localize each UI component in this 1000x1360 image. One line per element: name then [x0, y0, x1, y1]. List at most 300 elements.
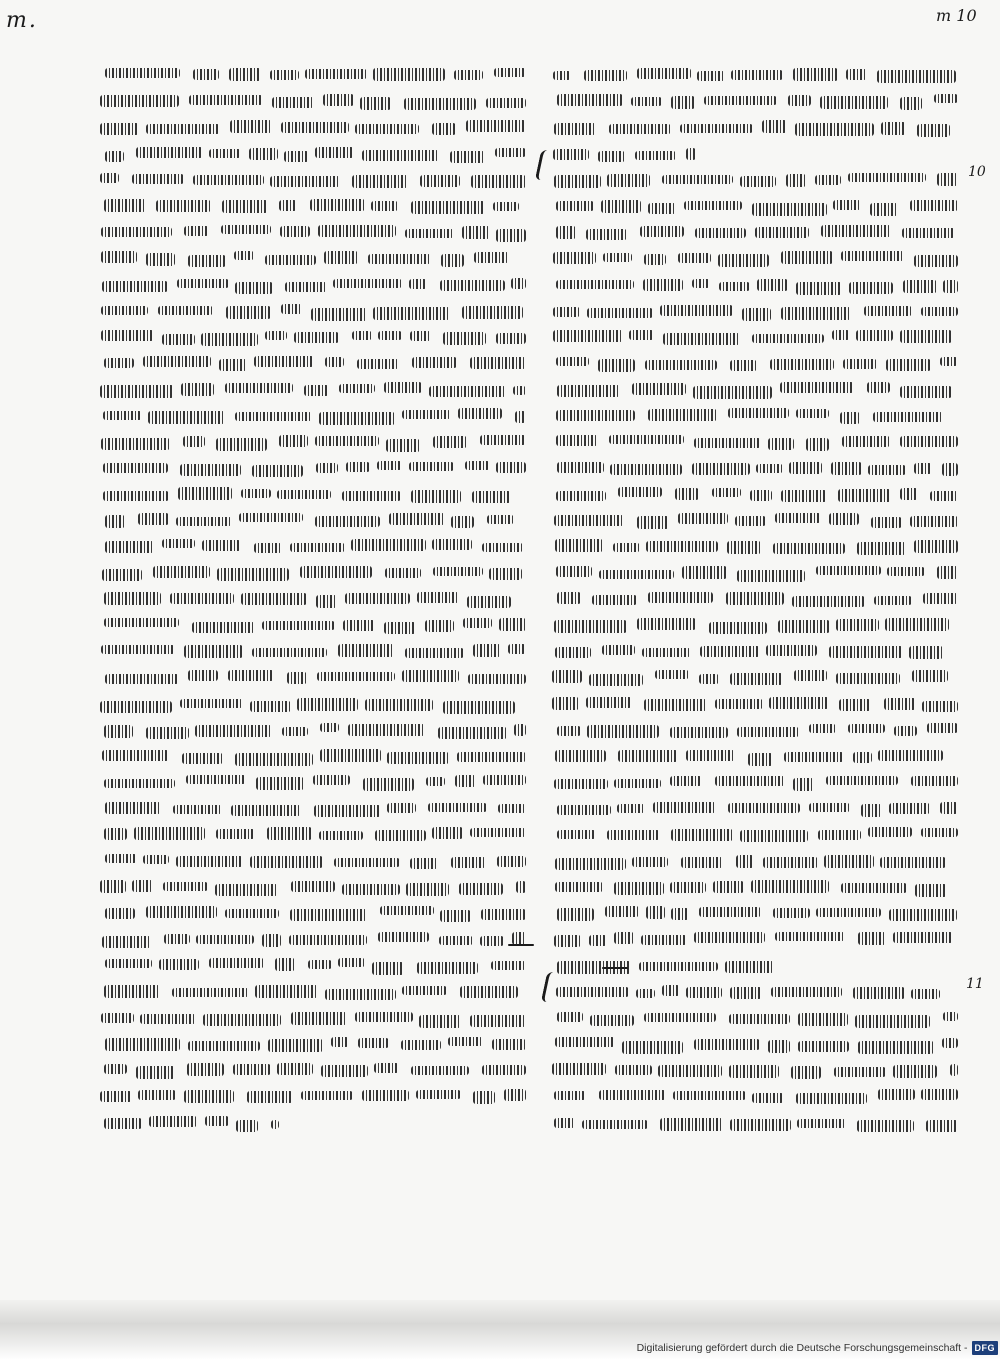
script-word — [781, 307, 851, 320]
script-word — [262, 934, 281, 947]
script-word — [915, 884, 947, 897]
script-word — [448, 1037, 483, 1046]
script-word — [188, 1041, 260, 1051]
script-word — [457, 752, 526, 762]
script-word — [472, 491, 511, 503]
script-word — [202, 540, 241, 551]
script-word — [554, 620, 627, 633]
script-word — [508, 644, 526, 654]
script-word — [101, 306, 148, 315]
script-word — [728, 408, 789, 418]
script-word — [748, 753, 773, 766]
script-word — [183, 436, 205, 447]
script-word — [921, 828, 958, 837]
script-word — [164, 934, 190, 944]
script-word — [216, 829, 255, 839]
script-word — [315, 516, 380, 527]
script-word — [497, 856, 526, 867]
script-word — [699, 674, 719, 684]
script-word — [401, 1040, 441, 1050]
script-word — [184, 1090, 234, 1103]
script-line — [100, 717, 530, 743]
script-word — [342, 884, 400, 895]
script-word — [770, 359, 834, 370]
script-word — [557, 1012, 583, 1022]
script-word — [715, 699, 763, 709]
script-word — [778, 620, 830, 633]
script-word — [921, 1089, 958, 1100]
script-word — [815, 175, 841, 185]
script-word — [134, 827, 205, 840]
script-word — [310, 199, 365, 211]
script-word — [250, 856, 323, 868]
script-word — [380, 906, 434, 915]
script-word — [617, 804, 645, 813]
script-word — [250, 701, 291, 712]
script-word — [601, 200, 641, 213]
script-word — [846, 69, 867, 80]
script-word — [100, 173, 119, 183]
script-word — [686, 750, 735, 761]
script-word — [555, 647, 591, 658]
script-word — [902, 228, 955, 238]
script-word — [105, 1038, 180, 1051]
script-word — [101, 645, 175, 654]
script-line — [100, 455, 530, 481]
script-word — [791, 1066, 821, 1079]
script-word — [894, 726, 917, 736]
script-word — [794, 670, 827, 681]
script-word — [637, 516, 669, 529]
script-word — [806, 438, 829, 451]
script-word — [143, 356, 211, 367]
script-line — [552, 848, 962, 874]
script-word — [291, 1012, 347, 1025]
script-word — [378, 932, 429, 942]
script-word — [554, 935, 581, 947]
script-word — [725, 961, 774, 973]
script-word — [153, 566, 210, 578]
script-word — [483, 775, 526, 785]
script-word — [316, 463, 338, 473]
script-word — [178, 487, 232, 500]
script-word — [104, 779, 175, 788]
script-line — [100, 272, 530, 298]
script-word — [291, 881, 335, 892]
script-line — [552, 402, 962, 428]
script-word — [681, 857, 723, 868]
script-word — [557, 805, 611, 815]
script-line — [100, 743, 530, 769]
script-word — [230, 120, 272, 133]
script-word — [678, 513, 728, 524]
script-word — [729, 1014, 790, 1024]
script-word — [132, 880, 153, 892]
script-word — [554, 175, 601, 188]
script-line — [552, 167, 962, 193]
script-word — [136, 147, 203, 158]
script-word — [726, 592, 784, 605]
script-line — [100, 114, 530, 140]
script-word — [405, 648, 464, 658]
script-line — [100, 324, 530, 350]
script-word — [775, 932, 845, 941]
script-word — [557, 961, 631, 974]
script-word — [873, 412, 943, 422]
script-word — [648, 203, 676, 214]
script-word — [950, 1064, 958, 1076]
script-word — [737, 570, 805, 582]
script-line — [552, 874, 962, 900]
script-word — [671, 96, 695, 109]
script-word — [162, 334, 195, 345]
script-word — [658, 1065, 722, 1077]
script-word — [727, 541, 761, 554]
script-word — [513, 386, 526, 395]
script-word — [552, 697, 579, 710]
script-word — [940, 357, 958, 366]
script-word — [101, 438, 170, 450]
script-word — [678, 253, 711, 263]
script-word — [338, 958, 365, 967]
script-line — [552, 1110, 962, 1136]
script-word — [173, 805, 222, 814]
script-word — [255, 985, 318, 998]
script-word — [277, 490, 331, 499]
script-word — [557, 385, 620, 397]
script-word — [143, 855, 169, 864]
script-word — [105, 674, 179, 684]
script-word — [586, 229, 627, 240]
script-word — [675, 488, 699, 500]
script-word — [406, 883, 449, 896]
script-line — [100, 167, 530, 193]
script-word — [858, 1041, 934, 1054]
script-word — [287, 672, 307, 684]
script-word — [737, 727, 799, 737]
script-word — [363, 778, 414, 791]
script-word — [663, 333, 740, 345]
script-word — [496, 229, 526, 242]
script-word — [556, 435, 598, 446]
script-word — [136, 1066, 175, 1079]
script-word — [493, 202, 519, 211]
script-word — [643, 279, 683, 291]
script-word — [515, 411, 526, 423]
script-word — [187, 1063, 224, 1076]
script-word — [146, 906, 217, 918]
script-word — [482, 1065, 526, 1075]
script-word — [189, 95, 263, 105]
script-line — [552, 795, 962, 821]
script-word — [910, 200, 958, 211]
script-word — [331, 1037, 349, 1047]
handwritten-column-right — [552, 62, 962, 1136]
script-word — [454, 70, 483, 80]
script-word — [315, 436, 379, 446]
script-word — [241, 593, 307, 605]
script-word — [225, 383, 293, 393]
script-word — [417, 592, 459, 603]
script-word — [482, 543, 523, 552]
script-line — [552, 376, 962, 402]
script-word — [231, 805, 301, 816]
script-word — [104, 358, 134, 368]
script-word — [411, 1066, 469, 1075]
script-line — [100, 429, 530, 455]
script-word — [730, 1119, 791, 1131]
script-word — [614, 779, 661, 788]
script-word — [849, 282, 893, 294]
script-word — [249, 148, 278, 160]
script-word — [910, 516, 958, 527]
script-line — [100, 664, 530, 690]
handwritten-column-left — [100, 62, 530, 1136]
script-word — [473, 1091, 495, 1104]
script-word — [104, 985, 160, 998]
script-word — [494, 68, 526, 77]
script-word — [671, 908, 689, 920]
script-word — [903, 280, 937, 293]
script-word — [256, 777, 304, 790]
script-word — [555, 858, 626, 870]
script-word — [471, 175, 526, 188]
script-word — [660, 305, 733, 316]
script-word — [763, 857, 818, 868]
script-word — [217, 568, 289, 581]
script-word — [917, 124, 950, 137]
script-word — [235, 753, 313, 766]
script-word — [719, 282, 750, 291]
script-word — [176, 856, 243, 867]
script-word — [323, 94, 354, 106]
script-word — [648, 592, 713, 603]
script-line — [552, 88, 962, 114]
script-word — [222, 200, 268, 213]
script-word — [432, 827, 463, 839]
folio-mark-top-right: m 10 — [936, 6, 977, 25]
script-word — [792, 596, 865, 607]
script-word — [234, 251, 254, 260]
script-word — [641, 935, 687, 945]
script-word — [927, 723, 958, 733]
script-word — [816, 908, 881, 917]
script-word — [262, 621, 335, 630]
script-word — [290, 543, 345, 552]
script-word — [365, 699, 433, 711]
script-word — [416, 1090, 461, 1099]
script-word — [355, 1012, 413, 1022]
script-word — [781, 251, 833, 264]
script-word — [923, 593, 958, 604]
script-word — [385, 568, 421, 578]
script-word — [101, 1013, 134, 1023]
script-word — [644, 254, 666, 265]
script-word — [317, 672, 395, 681]
script-word — [284, 151, 309, 162]
script-word — [473, 644, 501, 657]
script-word — [467, 596, 511, 608]
script-line — [100, 795, 530, 821]
script-word — [270, 176, 340, 187]
script-word — [228, 670, 274, 681]
script-word — [662, 175, 733, 184]
script-word — [735, 516, 766, 526]
script-line — [552, 769, 962, 795]
script-word — [730, 987, 762, 999]
script-word — [700, 646, 760, 657]
script-word — [308, 960, 332, 969]
script-word — [343, 620, 375, 631]
script-word — [878, 1089, 915, 1100]
script-word — [146, 124, 220, 134]
script-word — [470, 1015, 526, 1027]
script-word — [592, 595, 637, 605]
script-word — [252, 648, 327, 657]
script-word — [105, 515, 125, 528]
margin-number-right-upper: 10 — [968, 164, 986, 180]
script-word — [463, 618, 492, 628]
script-word — [684, 201, 742, 210]
script-word — [556, 491, 606, 501]
script-word — [372, 962, 404, 975]
script-word — [184, 226, 209, 236]
script-word — [637, 68, 691, 79]
script-word — [338, 644, 394, 657]
script-line — [100, 219, 530, 245]
script-word — [644, 1013, 716, 1022]
script-word — [789, 462, 822, 474]
script-word — [841, 883, 907, 893]
script-word — [788, 95, 811, 106]
script-word — [635, 151, 676, 160]
script-word — [598, 359, 635, 372]
script-word — [402, 986, 447, 995]
script-line — [100, 533, 530, 559]
script-word — [282, 727, 308, 736]
script-word — [771, 987, 842, 997]
script-word — [557, 830, 596, 839]
script-word — [301, 1091, 353, 1100]
script-word — [102, 281, 168, 292]
script-word — [614, 882, 664, 895]
script-word — [839, 699, 871, 711]
script-word — [105, 802, 161, 814]
script-word — [781, 490, 827, 502]
script-line — [100, 769, 530, 795]
script-line — [552, 298, 962, 324]
script-word — [433, 436, 467, 448]
script-word — [180, 464, 241, 476]
script-word — [209, 958, 264, 968]
script-word — [409, 462, 454, 471]
script-line — [552, 1057, 962, 1083]
script-word — [100, 385, 174, 398]
script-word — [440, 910, 471, 922]
script-line — [552, 533, 962, 559]
script-word — [712, 488, 741, 497]
script-word — [101, 251, 137, 263]
script-word — [387, 752, 449, 764]
script-word — [856, 330, 893, 341]
script-word — [670, 776, 702, 786]
script-word — [900, 488, 918, 500]
script-word — [937, 566, 958, 579]
script-word — [889, 803, 930, 814]
script-word — [786, 174, 806, 187]
script-word — [555, 882, 603, 892]
script-word — [886, 359, 931, 371]
script-word — [556, 357, 589, 366]
script-word — [615, 1065, 652, 1075]
script-word — [893, 1065, 937, 1078]
script-word — [205, 1116, 229, 1126]
script-word — [177, 279, 229, 288]
script-word — [756, 464, 783, 473]
script-word — [695, 228, 746, 238]
script-word — [609, 124, 671, 134]
script-word — [412, 357, 457, 368]
script-word — [589, 674, 643, 686]
script-word — [614, 932, 634, 944]
script-word — [751, 880, 829, 893]
script-line — [100, 586, 530, 612]
script-word — [692, 463, 750, 475]
script-word — [587, 308, 653, 318]
script-word — [640, 226, 684, 237]
script-word — [101, 227, 172, 237]
script-word — [632, 857, 668, 867]
script-word — [311, 308, 367, 321]
script-line — [552, 455, 962, 481]
script-word — [196, 935, 254, 944]
script-line — [100, 298, 530, 324]
script-word — [105, 541, 154, 553]
script-word — [693, 386, 772, 399]
script-word — [215, 884, 278, 896]
script-word — [662, 985, 680, 996]
script-word — [556, 566, 592, 577]
script-word — [843, 359, 877, 369]
script-word — [582, 1120, 648, 1129]
script-word — [229, 68, 261, 81]
script-line — [100, 88, 530, 114]
script-word — [103, 491, 169, 501]
script-word — [193, 69, 219, 80]
script-line — [100, 1057, 530, 1083]
script-word — [709, 622, 767, 634]
script-word — [100, 880, 126, 893]
script-word — [742, 308, 771, 321]
script-line — [100, 821, 530, 847]
script-word — [271, 1120, 279, 1129]
script-word — [870, 203, 898, 216]
script-word — [105, 908, 135, 919]
script-word — [673, 1091, 746, 1100]
script-word — [272, 97, 314, 108]
script-word — [181, 383, 214, 396]
script-word — [192, 622, 255, 633]
script-word — [829, 513, 859, 525]
script-word — [755, 227, 809, 238]
script-word — [163, 882, 208, 891]
script-word — [132, 174, 184, 184]
script-line — [100, 193, 530, 219]
script-word — [100, 701, 172, 713]
script-word — [404, 98, 476, 110]
script-word — [104, 725, 133, 738]
script-word — [281, 122, 349, 133]
